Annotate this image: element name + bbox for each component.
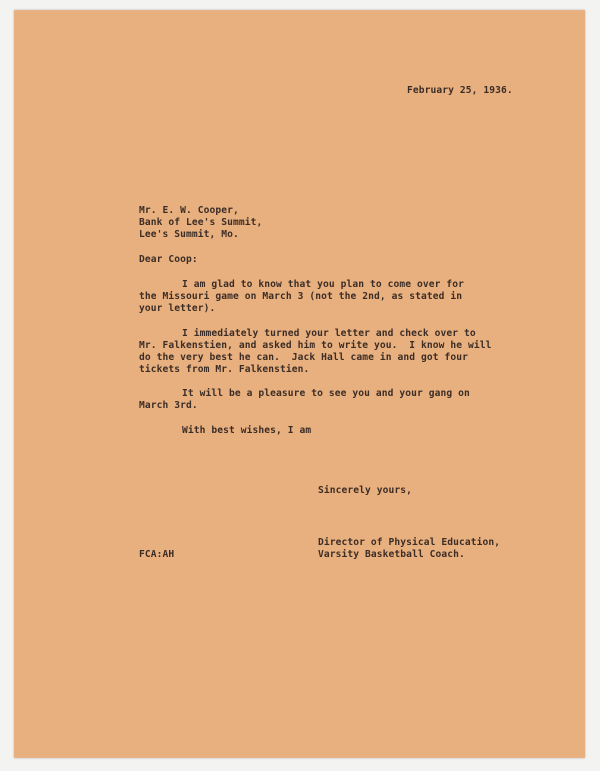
paragraph-3-line: It will be a pleasure to see you and your gang on xyxy=(182,388,470,399)
paragraph-1-line: the Missouri game on March 3 (not the 2nd, as stated in xyxy=(139,291,463,302)
salutation: Dear Coop: xyxy=(139,254,198,265)
paragraph-1-line: your letter). xyxy=(139,303,216,314)
recipient-bank: Bank of Lee's Summit, xyxy=(139,217,263,228)
paragraph-3-line: March 3rd. xyxy=(139,400,198,411)
paragraph-1-line: I am glad to know that you plan to come over for xyxy=(182,279,465,290)
paragraph-2-line: tickets from Mr. Falkenstien. xyxy=(139,364,310,375)
letter-date: February 25, 1936. xyxy=(407,85,513,96)
recipient-name: Mr. E. W. Cooper, xyxy=(139,205,239,216)
recipient-city: Lee's Summit, Mo. xyxy=(139,229,239,240)
signature-title: Director of Physical Education, xyxy=(318,537,501,548)
letter-page xyxy=(14,10,585,758)
closing: Sincerely yours, xyxy=(318,485,413,496)
best-wishes: With best wishes, I am xyxy=(182,425,312,436)
signature-role: Varsity Basketball Coach. xyxy=(318,549,465,560)
paragraph-2-line: Mr. Falkenstien, and asked him to write you. I know he will xyxy=(139,340,492,351)
paragraph-2-line: do the very best he can. Jack Hall came in and got four xyxy=(139,352,469,363)
reference-initials: FCA:AH xyxy=(139,549,175,560)
paragraph-2-line: I immediately turned your letter and check over to xyxy=(182,328,476,339)
